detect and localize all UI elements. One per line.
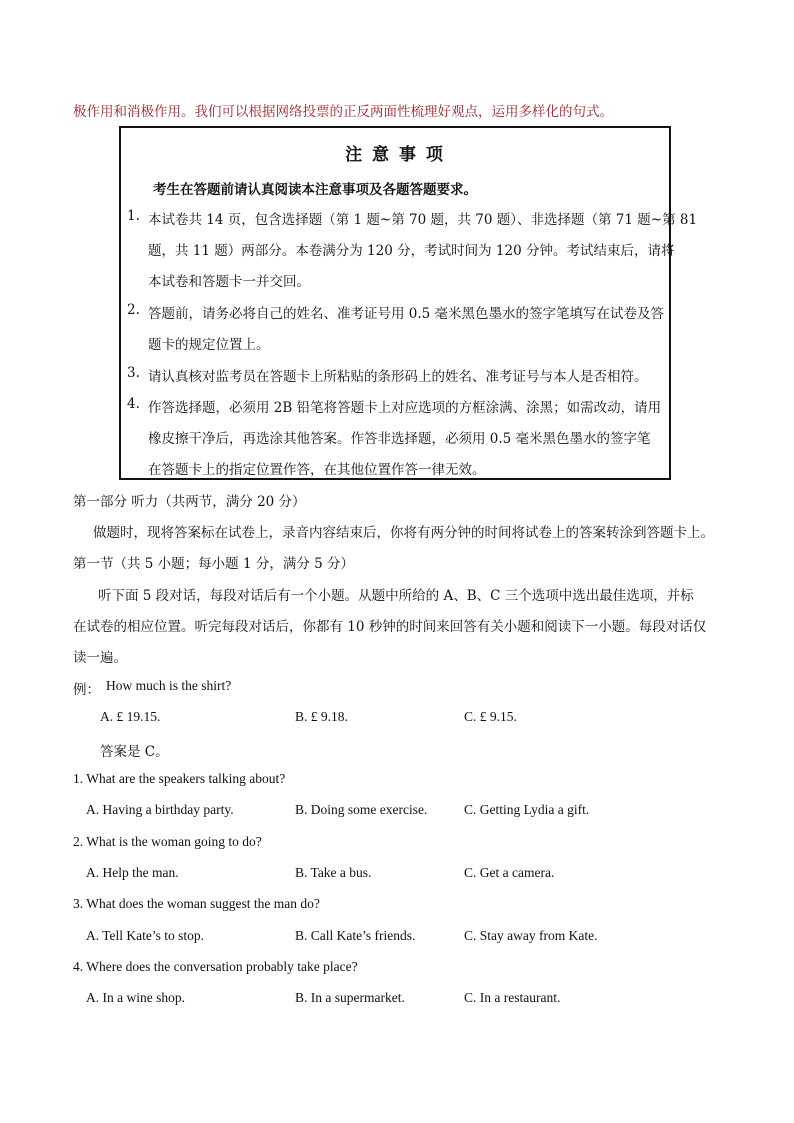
question-2-option-b: B. Take a bus.	[295, 865, 372, 880]
notice-item-2-line-1: 答题前，请务必将自己的姓名、准考证号用 0.5 毫米黑色墨水的签字笔填写在试卷及答	[148, 306, 665, 322]
question-1-option-a: A. Having a birthday party.	[86, 802, 234, 817]
notice-item-4-line-2: 橡皮擦干净后，再选涂其他答案。作答非选择题，必须用 0.5 毫米黑色墨水的签字笔	[148, 431, 651, 447]
question-2-option-c: C. Get a camera.	[464, 865, 555, 880]
question-1-option-b: B. Doing some exercise.	[295, 802, 428, 817]
example-option-a: A. £ 19.15.	[100, 709, 161, 724]
notice-item-3-line-1: 请认真核对监考员在答题卡上所粘贴的条形码上的姓名、准考证号与本人是否相符。	[148, 369, 648, 385]
part-one-heading: 第一部分 听力（共两节，满分 20 分）	[73, 494, 306, 510]
section-one-heading: 第一节（共 5 小题；每小题 1 分，满分 5 分）	[73, 556, 355, 572]
notice-title: 注 意 事 项	[345, 145, 445, 165]
example-answer: 答案是 C。	[100, 744, 169, 760]
question-3-option-b: B. Call Kate’s friends.	[295, 928, 416, 943]
top-continuation-line: 极作用和消极作用。我们可以根据网络投票的正反两面性梳理好观点，运用多样化的句式。	[73, 104, 613, 120]
question-1-option-c: C. Getting Lydia a gift.	[464, 802, 590, 817]
part-one-instruction: 做题时，现将答案标在试卷上，录音内容结束后，你将有两分钟的时间将试卷上的答案转涂到答题卡上。	[93, 525, 714, 541]
question-4-option-a: A. In a wine shop.	[86, 990, 185, 1005]
question-1-text: 1. What are the speakers talking about?	[73, 771, 286, 786]
notice-item-3-number: 3.	[127, 365, 140, 381]
example-question: How much is the shirt?	[106, 678, 232, 693]
notice-item-4-line-1: 作答选择题，必须用 2B 铅笔将答题卡上对应选项的方框涂满、涂黑；如需改动，请用	[148, 400, 662, 416]
notice-item-1-line-1: 本试卷共 14 页，包含选择题（第 1 题~第 70 题，共 70 题）、非选择题（第 71 题~第 81	[148, 212, 698, 228]
notice-item-1-number: 1.	[127, 208, 140, 224]
notice-item-1-line-3: 本试卷和答题卡一并交回。	[148, 274, 310, 290]
notice-intro: 考生在答题前请认真阅读本注意事项及各题答题要求。	[153, 182, 477, 198]
question-2-option-a: A. Help the man.	[86, 865, 179, 880]
question-3-option-a: A. Tell Kate’s to stop.	[86, 928, 205, 943]
notice-item-2-number: 2.	[127, 302, 140, 318]
notice-item-2-line-2: 题卡的规定位置上。	[148, 337, 270, 353]
example-option-c: C. £ 9.15.	[464, 709, 517, 724]
example-label: 例：	[73, 682, 100, 698]
notice-item-4-number: 4.	[127, 396, 140, 412]
question-3-text: 3. What does the woman suggest the man do?	[73, 896, 320, 911]
question-4-option-b: B. In a supermarket.	[295, 990, 405, 1005]
question-4-text: 4. Where does the conversation probably take place?	[73, 959, 358, 974]
section-one-line-2: 在试卷的相应位置。听完每段对话后，你都有 10 秒钟的时间来回答有关小题和阅读下一小题。每段对话仅	[73, 619, 707, 635]
question-4-option-c: C. In a restaurant.	[464, 990, 561, 1005]
example-option-b: B. £ 9.18.	[295, 709, 348, 724]
question-3-option-c: C. Stay away from Kate.	[464, 928, 598, 943]
notice-item-1-line-2: 题，共 11 题）两部分。本卷满分为 120 分，考试时间为 120 分钟。考试结束后，请将	[148, 243, 675, 259]
notice-item-4-line-3: 在答题卡上的指定位置作答，在其他位置作答一律无效。	[148, 462, 486, 478]
section-one-line-1: 听下面 5 段对话，每段对话后有一个小题。从题中所给的 A、B、C 三个选项中选出最佳选项，并标	[98, 588, 694, 604]
notice-box	[119, 126, 698, 480]
section-one-line-3: 读一遍。	[73, 650, 127, 666]
question-2-text: 2. What is the woman going to do?	[73, 834, 262, 849]
